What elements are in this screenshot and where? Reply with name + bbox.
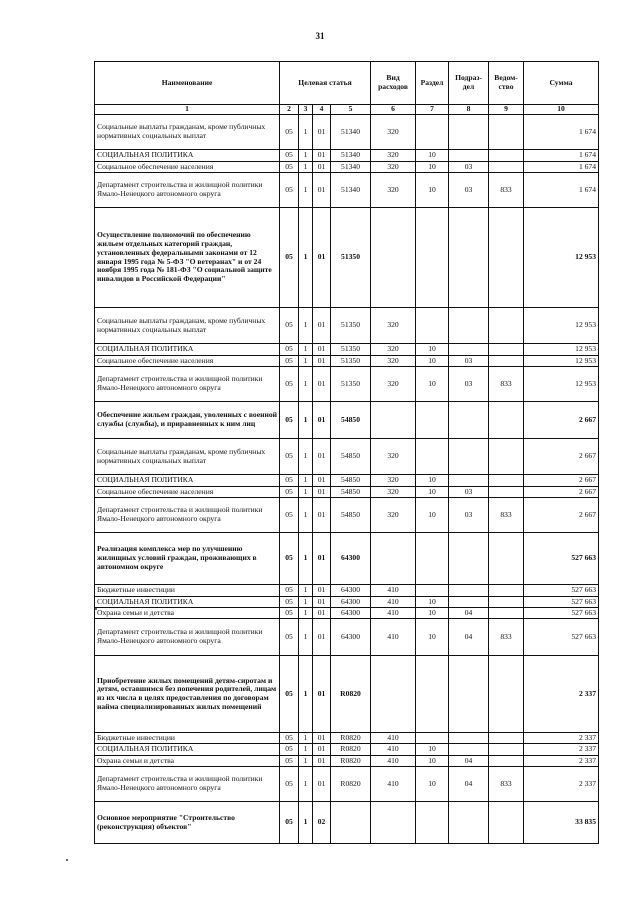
code-cell: 54850: [331, 498, 371, 533]
department-cell: [489, 597, 524, 608]
header-section: Раздел: [416, 62, 449, 105]
sum-cell: 12 953: [524, 356, 599, 367]
section-cell: 10: [416, 597, 449, 608]
code-cell: R0820: [331, 767, 371, 802]
sum-cell: 2 667: [524, 475, 599, 487]
code-cell: 01: [313, 367, 331, 402]
table-row: [95, 802, 599, 844]
section-cell: [416, 208, 449, 308]
department-cell: 833: [489, 367, 524, 402]
code-cell: 1: [299, 756, 313, 767]
code-cell: 05: [280, 498, 299, 533]
section-cell: [416, 656, 449, 733]
row-name-cell: СОЦИАЛЬНАЯ ПОЛИТИКА: [95, 150, 280, 162]
department-cell: [489, 308, 524, 344]
subsection-cell: [449, 533, 489, 585]
column-number: 5: [331, 105, 371, 115]
code-cell: 01: [313, 656, 331, 733]
code-cell: 1: [299, 208, 313, 308]
sum-cell: 2 667: [524, 402, 599, 439]
department-cell: [489, 356, 524, 367]
code-cell: 01: [313, 150, 331, 162]
header-subsection: Подраз-дел: [449, 62, 489, 105]
sum-cell: 2 667: [524, 487, 599, 498]
code-cell: 1: [299, 533, 313, 585]
code-cell: 1: [299, 173, 313, 208]
subsection-cell: [449, 597, 489, 608]
table-row: [95, 767, 599, 802]
section-cell: 10: [416, 767, 449, 802]
row-name-cell: Департамент строительства и жилищной политики Ямало-Ненецкого автономного округа: [95, 173, 280, 208]
subsection-cell: 04: [449, 608, 489, 619]
column-number: 9: [489, 105, 524, 115]
code-cell: 01: [313, 356, 331, 367]
department-cell: [489, 208, 524, 308]
sum-cell: 12 953: [524, 208, 599, 308]
code-cell: 05: [280, 439, 299, 475]
row-name-cell: Бюджетные инвестиции: [95, 585, 280, 597]
expense-type-cell: [371, 402, 416, 439]
code-cell: 01: [313, 208, 331, 308]
subsection-cell: 03: [449, 356, 489, 367]
code-cell: R0820: [331, 744, 371, 756]
code-cell: 1: [299, 498, 313, 533]
sum-cell: 12 953: [524, 308, 599, 344]
code-cell: 51350: [331, 308, 371, 344]
table-row: [95, 308, 599, 344]
sum-cell: 2 667: [524, 439, 599, 475]
row-name-cell: СОЦИАЛЬНАЯ ПОЛИТИКА: [95, 475, 280, 487]
code-cell: 1: [299, 308, 313, 344]
code-cell: 54850: [331, 475, 371, 487]
sum-cell: 527 663: [524, 608, 599, 619]
subsection-cell: [449, 402, 489, 439]
column-number: 8: [449, 105, 489, 115]
row-name-cell: Социальное обеспечение населения: [95, 487, 280, 498]
header-row: [95, 62, 599, 105]
section-cell: [416, 115, 449, 150]
department-cell: [489, 585, 524, 597]
subsection-cell: [449, 656, 489, 733]
code-cell: 1: [299, 356, 313, 367]
code-cell: 01: [313, 475, 331, 487]
row-name-cell: Бюджетные инвестиции: [95, 733, 280, 744]
column-number: 4: [313, 105, 331, 115]
code-cell: 01: [313, 173, 331, 208]
subsection-cell: [449, 475, 489, 487]
code-cell: 54850: [331, 402, 371, 439]
expense-type-cell: 320: [371, 173, 416, 208]
table-row: [95, 439, 599, 475]
expense-type-cell: 410: [371, 608, 416, 619]
department-cell: [489, 402, 524, 439]
code-cell: 01: [313, 744, 331, 756]
subsection-cell: [449, 208, 489, 308]
subsection-cell: [449, 115, 489, 150]
code-cell: 1: [299, 344, 313, 356]
column-number: 1: [95, 105, 280, 115]
code-cell: 54850: [331, 439, 371, 475]
code-cell: 1: [299, 608, 313, 619]
expense-type-cell: 320: [371, 439, 416, 475]
section-cell: [416, 585, 449, 597]
subsection-cell: [449, 439, 489, 475]
code-cell: R0820: [331, 756, 371, 767]
row-name-cell: Социальные выплаты гражданам, кроме публичных нормативных социальных выплат: [95, 115, 280, 150]
section-cell: 10: [416, 498, 449, 533]
code-cell: 1: [299, 487, 313, 498]
subsection-cell: 04: [449, 767, 489, 802]
code-cell: 05: [280, 656, 299, 733]
code-cell: 1: [299, 744, 313, 756]
code-cell: 01: [313, 608, 331, 619]
code-cell: 51340: [331, 150, 371, 162]
table-row: [95, 756, 599, 767]
subsection-cell: [449, 308, 489, 344]
code-cell: 1: [299, 162, 313, 173]
code-cell: 01: [313, 487, 331, 498]
code-cell: 1: [299, 115, 313, 150]
sum-cell: 2 337: [524, 767, 599, 802]
row-name-cell: Приобретение жилых помещений детям-сиротам и детям, оставшимся без попечения родителей, лицам из их числа в целях предоставления по договорам найма специализированных жилых помещений: [95, 656, 280, 733]
table-row: [95, 619, 599, 656]
subsection-cell: 04: [449, 756, 489, 767]
code-cell: 01: [313, 115, 331, 150]
code-cell: 01: [313, 619, 331, 656]
code-cell: 51340: [331, 115, 371, 150]
code-cell: 05: [280, 308, 299, 344]
code-cell: 05: [280, 344, 299, 356]
expense-type-cell: 410: [371, 619, 416, 656]
department-cell: [489, 162, 524, 173]
code-cell: 02: [313, 802, 331, 844]
code-cell: 01: [313, 439, 331, 475]
code-cell: 1: [299, 367, 313, 402]
row-name-cell: Департамент строительства и жилищной политики Ямало-Ненецкого автономного округа: [95, 367, 280, 402]
row-name-cell: СОЦИАЛЬНАЯ ПОЛИТИКА: [95, 344, 280, 356]
section-cell: 10: [416, 608, 449, 619]
row-name-cell: СОЦИАЛЬНАЯ ПОЛИТИКА: [95, 597, 280, 608]
code-cell: 05: [280, 115, 299, 150]
row-name-cell: Департамент строительства и жилищной политики Ямало-Ненецкого автономного округа: [95, 619, 280, 656]
sum-cell: 12 953: [524, 367, 599, 402]
section-cell: 10: [416, 367, 449, 402]
expense-type-cell: 320: [371, 150, 416, 162]
sum-cell: 1 674: [524, 150, 599, 162]
table-row: [95, 475, 599, 487]
department-cell: [489, 756, 524, 767]
code-cell: 51350: [331, 208, 371, 308]
header-target-article: Целевая статья: [280, 62, 371, 105]
subsection-cell: [449, 150, 489, 162]
table-row: [95, 585, 599, 597]
code-cell: 05: [280, 608, 299, 619]
row-name-cell: Департамент строительства и жилищной политики Ямало-Ненецкого автономного округа: [95, 767, 280, 802]
expense-type-cell: [371, 533, 416, 585]
code-cell: 05: [280, 585, 299, 597]
header-department: Ведом-ство: [489, 62, 524, 105]
table-row: [95, 356, 599, 367]
subsection-cell: 04: [449, 619, 489, 656]
section-cell: 10: [416, 756, 449, 767]
code-cell: 05: [280, 173, 299, 208]
sum-cell: 2 337: [524, 756, 599, 767]
code-cell: R0820: [331, 733, 371, 744]
department-cell: [489, 656, 524, 733]
subsection-cell: 03: [449, 367, 489, 402]
code-cell: 01: [313, 756, 331, 767]
code-cell: 01: [313, 733, 331, 744]
code-cell: 64300: [331, 585, 371, 597]
table-body: [95, 115, 599, 844]
code-cell: 05: [280, 162, 299, 173]
code-cell: 51350: [331, 367, 371, 402]
expense-type-cell: 320: [371, 498, 416, 533]
expense-type-cell: [371, 802, 416, 844]
code-cell: 01: [313, 498, 331, 533]
row-name-cell: Обеспечение жильем граждан, уволенных с военной службы (службы), и приравненных к ним лиц: [95, 402, 280, 439]
section-cell: [416, 802, 449, 844]
section-cell: [416, 439, 449, 475]
row-name-cell: СОЦИАЛЬНАЯ ПОЛИТИКА: [95, 744, 280, 756]
department-cell: [489, 733, 524, 744]
sum-cell: 1 674: [524, 173, 599, 208]
sum-cell: 12 953: [524, 344, 599, 356]
code-cell: 51350: [331, 356, 371, 367]
table-row: [95, 533, 599, 585]
subsection-cell: 03: [449, 162, 489, 173]
code-cell: 05: [280, 533, 299, 585]
scan-speck: [95, 608, 97, 610]
table-row: [95, 173, 599, 208]
row-name-cell: Департамент строительства и жилищной политики Ямало-Ненецкого автономного округа: [95, 498, 280, 533]
department-cell: 833: [489, 173, 524, 208]
table-row: [95, 656, 599, 733]
table-row: [95, 608, 599, 619]
code-cell: 01: [313, 767, 331, 802]
department-cell: [489, 533, 524, 585]
code-cell: 1: [299, 585, 313, 597]
department-cell: [489, 475, 524, 487]
department-cell: [489, 802, 524, 844]
code-cell: 1: [299, 597, 313, 608]
expense-type-cell: [371, 656, 416, 733]
subsection-cell: [449, 744, 489, 756]
sum-cell: 2 337: [524, 744, 599, 756]
code-cell: 05: [280, 208, 299, 308]
table-row: [95, 367, 599, 402]
header-expense-type: Вид расходов: [371, 62, 416, 105]
column-number: 10: [524, 105, 599, 115]
code-cell: 05: [280, 756, 299, 767]
department-cell: [489, 608, 524, 619]
code-cell: 05: [280, 402, 299, 439]
table-row: [95, 344, 599, 356]
section-cell: [416, 733, 449, 744]
code-cell: 1: [299, 150, 313, 162]
code-cell: 01: [313, 162, 331, 173]
sum-cell: 2 337: [524, 656, 599, 733]
code-cell: 01: [313, 344, 331, 356]
code-cell: 05: [280, 619, 299, 656]
sum-cell: 2 667: [524, 498, 599, 533]
code-cell: 54850: [331, 487, 371, 498]
code-cell: 05: [280, 487, 299, 498]
department-cell: [489, 744, 524, 756]
section-cell: 10: [416, 744, 449, 756]
row-name-cell: Основное мероприятие "Строительство (реконструкция) объектов": [95, 802, 280, 844]
code-cell: 1: [299, 656, 313, 733]
code-cell: 1: [299, 767, 313, 802]
table-row: [95, 402, 599, 439]
section-cell: 10: [416, 150, 449, 162]
subsection-cell: [449, 733, 489, 744]
department-cell: 833: [489, 498, 524, 533]
code-cell: 05: [280, 367, 299, 402]
department-cell: 833: [489, 767, 524, 802]
code-cell: 1: [299, 619, 313, 656]
header-name: Наименование: [95, 62, 280, 105]
expense-type-cell: 410: [371, 597, 416, 608]
expense-type-cell: 410: [371, 756, 416, 767]
table-row: [95, 498, 599, 533]
expense-type-cell: 410: [371, 744, 416, 756]
expense-type-cell: 320: [371, 487, 416, 498]
code-cell: 1: [299, 733, 313, 744]
column-number: 6: [371, 105, 416, 115]
row-name-cell: Охрана семьи и детства: [95, 756, 280, 767]
table-row: [95, 733, 599, 744]
code-cell: 64300: [331, 608, 371, 619]
column-number: 3: [299, 105, 313, 115]
page-number: 31: [315, 31, 325, 41]
expense-type-cell: 410: [371, 585, 416, 597]
table-row: [95, 208, 599, 308]
code-cell: 01: [313, 308, 331, 344]
sum-cell: 527 663: [524, 585, 599, 597]
section-cell: [416, 533, 449, 585]
subsection-cell: 03: [449, 173, 489, 208]
code-cell: 05: [280, 597, 299, 608]
subsection-cell: 03: [449, 498, 489, 533]
code-cell: 64300: [331, 597, 371, 608]
expense-type-cell: 410: [371, 767, 416, 802]
code-cell: 1: [299, 802, 313, 844]
department-cell: [489, 487, 524, 498]
table-row: [95, 487, 599, 498]
row-name-cell: Реализация комплекса мер по улучшению жилищных условий граждан, проживающих в автономном округе: [95, 533, 280, 585]
code-cell: 51340: [331, 173, 371, 208]
row-name-cell: Социальные выплаты гражданам, кроме публичных нормативных социальных выплат: [95, 439, 280, 475]
code-cell: 64300: [331, 619, 371, 656]
code-cell: 01: [313, 533, 331, 585]
header-sum: Сумма: [524, 62, 599, 105]
table-row: [95, 115, 599, 150]
code-cell: 05: [280, 744, 299, 756]
row-name-cell: Осуществление полномочий по обеспечению жильем отдельных категорий граждан, установленных федеральными законами от 12 января 1995 года № 5-ФЗ "О ветеранах" и от 24 ноября 1995 года № 181-ФЗ "О социальной защите инвалидов в Российской Федерации": [95, 208, 280, 308]
subsection-cell: 03: [449, 487, 489, 498]
section-cell: 10: [416, 475, 449, 487]
expense-type-cell: 320: [371, 115, 416, 150]
code-cell: 51350: [331, 344, 371, 356]
section-cell: [416, 308, 449, 344]
sum-cell: 2 337: [524, 733, 599, 744]
department-cell: [489, 439, 524, 475]
section-cell: 10: [416, 344, 449, 356]
sum-cell: 527 663: [524, 533, 599, 585]
sum-cell: 527 663: [524, 619, 599, 656]
expense-type-cell: [371, 208, 416, 308]
row-name-cell: Социальные выплаты гражданам, кроме публичных нормативных социальных выплат: [95, 308, 280, 344]
expense-type-cell: 320: [371, 308, 416, 344]
row-name-cell: Охрана семьи и детства: [95, 608, 280, 619]
code-cell: 05: [280, 767, 299, 802]
sum-cell: 527 663: [524, 597, 599, 608]
column-number-row: [95, 105, 599, 115]
sum-cell: 1 674: [524, 162, 599, 173]
expense-type-cell: 320: [371, 344, 416, 356]
column-number: 2: [280, 105, 299, 115]
budget-table: [94, 61, 599, 844]
code-cell: 05: [280, 475, 299, 487]
section-cell: 10: [416, 173, 449, 208]
row-name-cell: Социальное обеспечение населения: [95, 356, 280, 367]
code-cell: [331, 802, 371, 844]
section-cell: 10: [416, 619, 449, 656]
expense-type-cell: 410: [371, 733, 416, 744]
sum-cell: 33 835: [524, 802, 599, 844]
section-cell: 10: [416, 487, 449, 498]
code-cell: 1: [299, 402, 313, 439]
code-cell: 01: [313, 597, 331, 608]
department-cell: [489, 150, 524, 162]
code-cell: 01: [313, 585, 331, 597]
subsection-cell: [449, 344, 489, 356]
department-cell: [489, 344, 524, 356]
table-row: [95, 744, 599, 756]
column-number: 7: [416, 105, 449, 115]
code-cell: 51340: [331, 162, 371, 173]
table-row: [95, 597, 599, 608]
code-cell: 64300: [331, 533, 371, 585]
code-cell: 05: [280, 356, 299, 367]
code-cell: 01: [313, 402, 331, 439]
section-cell: 10: [416, 356, 449, 367]
section-cell: 10: [416, 162, 449, 173]
code-cell: 05: [280, 150, 299, 162]
code-cell: R0820: [331, 656, 371, 733]
department-cell: 833: [489, 619, 524, 656]
expense-type-cell: 320: [371, 475, 416, 487]
expense-type-cell: 320: [371, 367, 416, 402]
code-cell: 1: [299, 439, 313, 475]
row-name-cell: Социальное обеспечение населения: [95, 162, 280, 173]
code-cell: 1: [299, 475, 313, 487]
scan-speck: [66, 859, 68, 861]
expense-type-cell: 320: [371, 162, 416, 173]
table-row: [95, 150, 599, 162]
department-cell: [489, 115, 524, 150]
code-cell: 05: [280, 802, 299, 844]
subsection-cell: [449, 585, 489, 597]
code-cell: 05: [280, 733, 299, 744]
section-cell: [416, 402, 449, 439]
subsection-cell: [449, 802, 489, 844]
table-row: [95, 162, 599, 173]
expense-type-cell: 320: [371, 356, 416, 367]
sum-cell: 1 674: [524, 115, 599, 150]
